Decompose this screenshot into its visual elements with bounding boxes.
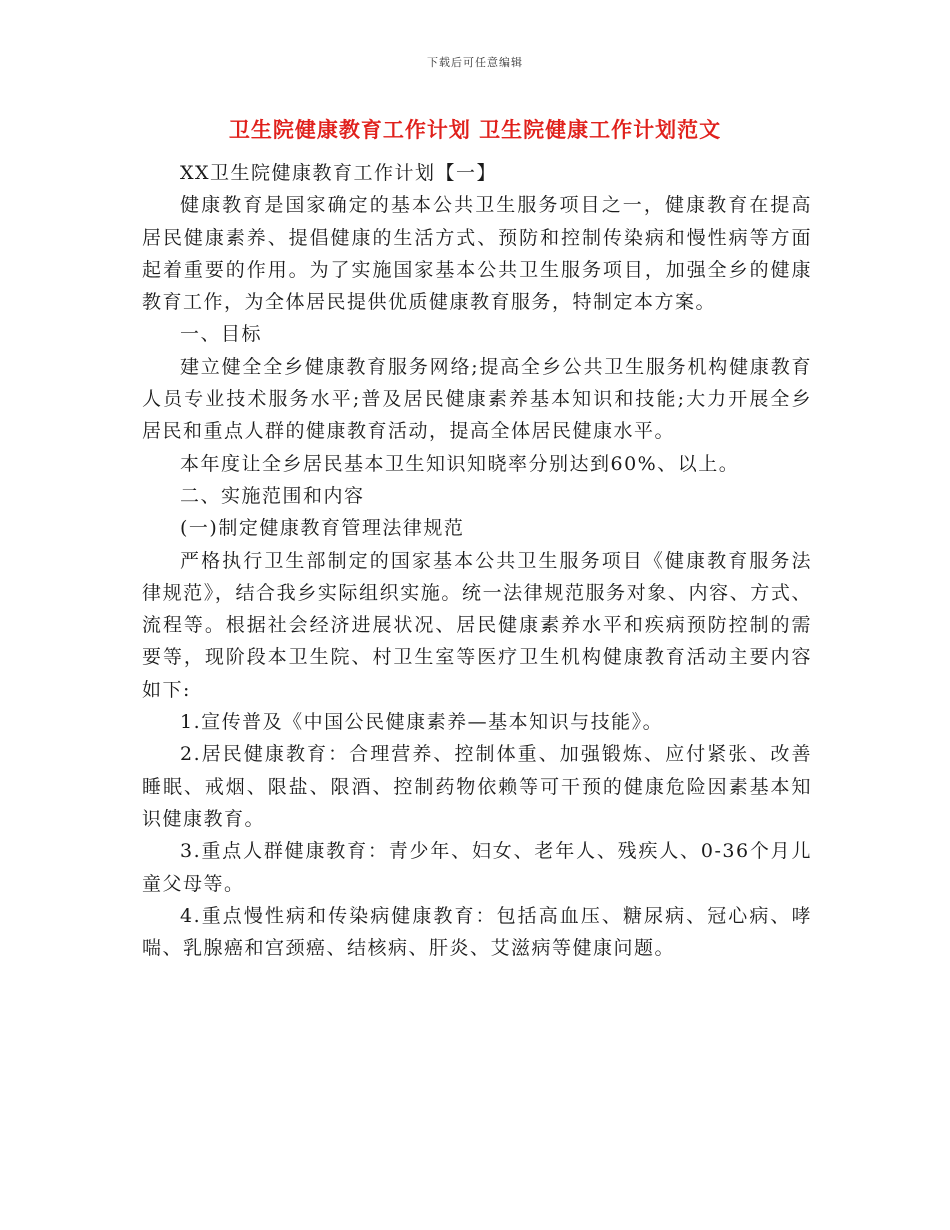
document-title: 卫生院健康教育工作计划 卫生院健康工作计划范文 <box>228 118 722 142</box>
section-heading-scope: 二、实施范围和内容 <box>180 484 365 507</box>
subsection-heading-regulations: (一)制定健康教育管理法律规范 <box>180 517 465 540</box>
list-item-4: 4.重点慢性病和传染病健康教育：包括高血压、糖尿病、冠心病、哮喘、乳腺癌和宫颈癌、结核病、肝炎、艾滋病等健康问题。 <box>142 904 812 960</box>
list-item-1: 1.宣传普及《中国公民健康素养—基本知识与技能》。 <box>180 711 664 734</box>
header-note: 下载后可任意编辑 <box>427 56 523 69</box>
intro-paragraph: 健康教育是国家确定的基本公共卫生服务项目之一，健康教育在提高居民健康素养、提倡健康的生活方式、预防和控制传染病和慢性病等方面起着重要的作用。为了实施国家基本公共卫生服务项目，加强全乡的健康教育工作，为全体居民提供优质健康教育服务，特制定本方案。 <box>142 194 812 314</box>
regulations-paragraph: 严格执行卫生部制定的国家基本公共卫生服务项目《健康教育服务法律规范》，结合我乡实际组织实施。统一法律规范服务对象、内容、方式、流程等。根据社会经济进展状况、居民健康素养水平和疾病预防控制的需要等，现阶段本卫生院、村卫生室等医疗卫生机构健康教育活动主要内容如下: <box>142 549 812 701</box>
list-item-3: 3.重点人群健康教育：青少年、妇女、老年人、残疾人、0-36个月儿童父母等。 <box>142 840 812 895</box>
target-rate-paragraph: 本年度让全乡居民基本卫生知识知晓率分别达到60%、以上。 <box>180 452 740 475</box>
section-heading-plan-1: XX卫生院健康教育工作计划【一】 <box>180 162 498 184</box>
list-item-2: 2.居民健康教育：合理营养、控制体重、加强锻炼、应付紧张、改善睡眠、戒烟、限盐、限酒、控制药物依赖等可干预的健康危险因素基本知识健康教育。 <box>142 743 812 830</box>
section-heading-goals: 一、目标 <box>180 323 263 346</box>
document-body <box>142 157 812 964</box>
goals-paragraph: 建立健全全乡健康教育服务网络;提高全乡公共卫生服务机构健康教育人员专业技术服务水平;普及居民健康素养基本知识和技能;大力开展全乡居民和重点人群的健康教育活动，提高全体居民健康水平。 <box>142 355 812 443</box>
